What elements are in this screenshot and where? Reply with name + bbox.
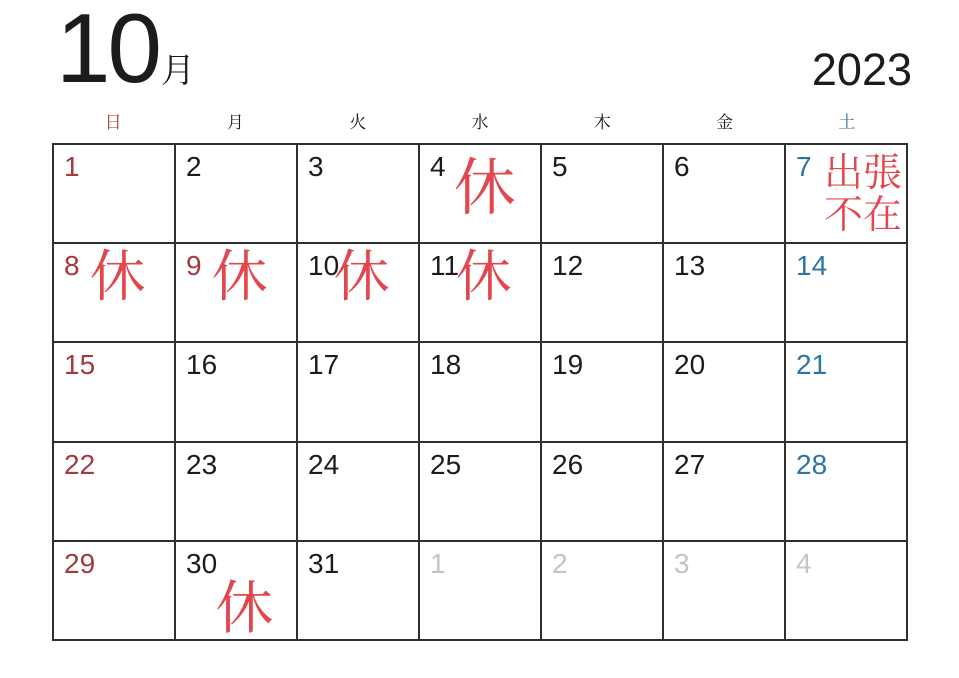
day-number: 4 xyxy=(430,151,446,182)
calendar-cell-19 xyxy=(542,343,664,442)
calendar-cell-4 xyxy=(420,145,542,244)
holiday-note: 休 xyxy=(211,245,268,309)
calendar-cell-26 xyxy=(542,443,664,542)
day-number: 12 xyxy=(552,250,584,282)
calendar-cell-6 xyxy=(664,145,786,244)
calendar-cell-17 xyxy=(298,343,420,442)
holiday-note: 休 xyxy=(89,245,146,309)
weekday-header-3: 水 xyxy=(471,113,489,132)
day-number: 2 xyxy=(186,151,202,182)
month-title xyxy=(56,0,195,105)
calendar-cell-7 xyxy=(786,145,908,244)
weekday-header-5: 金 xyxy=(716,113,734,132)
calendar-cell-22 xyxy=(54,443,176,542)
day-number: 5 xyxy=(552,151,568,182)
day-number: 27 xyxy=(674,448,706,480)
day-number: 30 xyxy=(186,547,218,579)
day-number: 2 xyxy=(552,547,568,579)
day-number: 28 xyxy=(796,448,828,480)
calendar-cell-27 xyxy=(664,443,786,542)
calendar-cell-21 xyxy=(786,343,908,442)
day-number: 26 xyxy=(552,448,584,480)
calendar-cell-8 xyxy=(54,244,176,343)
day-number: 17 xyxy=(308,349,340,381)
calendar-grid xyxy=(52,143,908,641)
month-suffix-kanji: 月 xyxy=(161,52,196,90)
day-number: 3 xyxy=(674,547,690,579)
calendar-cell-2 xyxy=(176,145,298,244)
calendar-cell-next-month-4 xyxy=(786,542,908,641)
day-number: 9 xyxy=(186,250,202,282)
day-number: 23 xyxy=(186,448,218,480)
day-number: 19 xyxy=(552,349,584,381)
day-number: 24 xyxy=(308,448,340,480)
weekday-header-6: 土 xyxy=(838,113,856,132)
year-label: 2023 xyxy=(811,44,912,95)
day-number: 3 xyxy=(308,151,324,182)
day-number: 6 xyxy=(674,151,690,182)
weekday-header-0: 日 xyxy=(104,113,122,132)
calendar-cell-9 xyxy=(176,244,298,343)
weekday-header-2: 火 xyxy=(349,113,367,132)
day-number: 22 xyxy=(64,448,96,480)
calendar-cell-18 xyxy=(420,343,542,442)
day-number: 21 xyxy=(796,349,828,381)
holiday-note: 休 xyxy=(333,245,390,309)
calendar-cell-20 xyxy=(664,343,786,442)
business-trip-note: 出張不在 xyxy=(823,152,902,237)
calendar-cell-30 xyxy=(176,542,298,641)
calendar-cell-23 xyxy=(176,443,298,542)
calendar-cell-31 xyxy=(298,542,420,641)
day-number: 25 xyxy=(430,448,462,480)
day-number: 14 xyxy=(796,250,828,282)
day-number: 1 xyxy=(64,151,80,182)
calendar-cell-16 xyxy=(176,343,298,442)
calendar-cell-1 xyxy=(54,145,176,244)
calendar-cell-15 xyxy=(54,343,176,442)
calendar-cell-29 xyxy=(54,542,176,641)
calendar-cell-24 xyxy=(298,443,420,542)
calendar-cell-14 xyxy=(786,244,908,343)
day-number: 20 xyxy=(674,349,706,381)
calendar-cell-10 xyxy=(298,244,420,343)
weekday-header-4: 木 xyxy=(593,113,611,132)
calendar-cell-5 xyxy=(542,145,664,244)
calendar-cell-next-month-2 xyxy=(542,542,664,641)
calendar-cell-13 xyxy=(664,244,786,343)
day-number: 16 xyxy=(186,349,218,381)
month-number: 10 xyxy=(56,0,160,103)
calendar-cell-28 xyxy=(786,443,908,542)
day-number: 8 xyxy=(64,250,80,282)
day-number: 15 xyxy=(64,349,96,381)
calendar-cell-3 xyxy=(298,145,420,244)
day-number: 29 xyxy=(64,547,96,579)
weekday-header-row xyxy=(52,108,908,138)
holiday-note: 休 xyxy=(215,575,274,641)
calendar-cell-next-month-3 xyxy=(664,542,786,641)
day-number: 13 xyxy=(674,250,706,282)
calendar-cell-next-month-1 xyxy=(420,542,542,641)
calendar-cell-25 xyxy=(420,443,542,542)
calendar-cell-11 xyxy=(420,244,542,343)
day-number: 31 xyxy=(308,547,340,579)
day-number: 4 xyxy=(796,547,812,579)
day-number: 11 xyxy=(430,250,460,282)
holiday-note: 休 xyxy=(455,245,512,309)
holiday-note: 休 xyxy=(453,154,516,223)
calendar-cell-12 xyxy=(542,244,664,343)
weekday-header-1: 月 xyxy=(226,113,244,132)
day-number: 1 xyxy=(430,547,446,579)
day-number: 10 xyxy=(308,250,340,282)
day-number: 7 xyxy=(796,151,812,182)
day-number: 18 xyxy=(430,349,462,381)
